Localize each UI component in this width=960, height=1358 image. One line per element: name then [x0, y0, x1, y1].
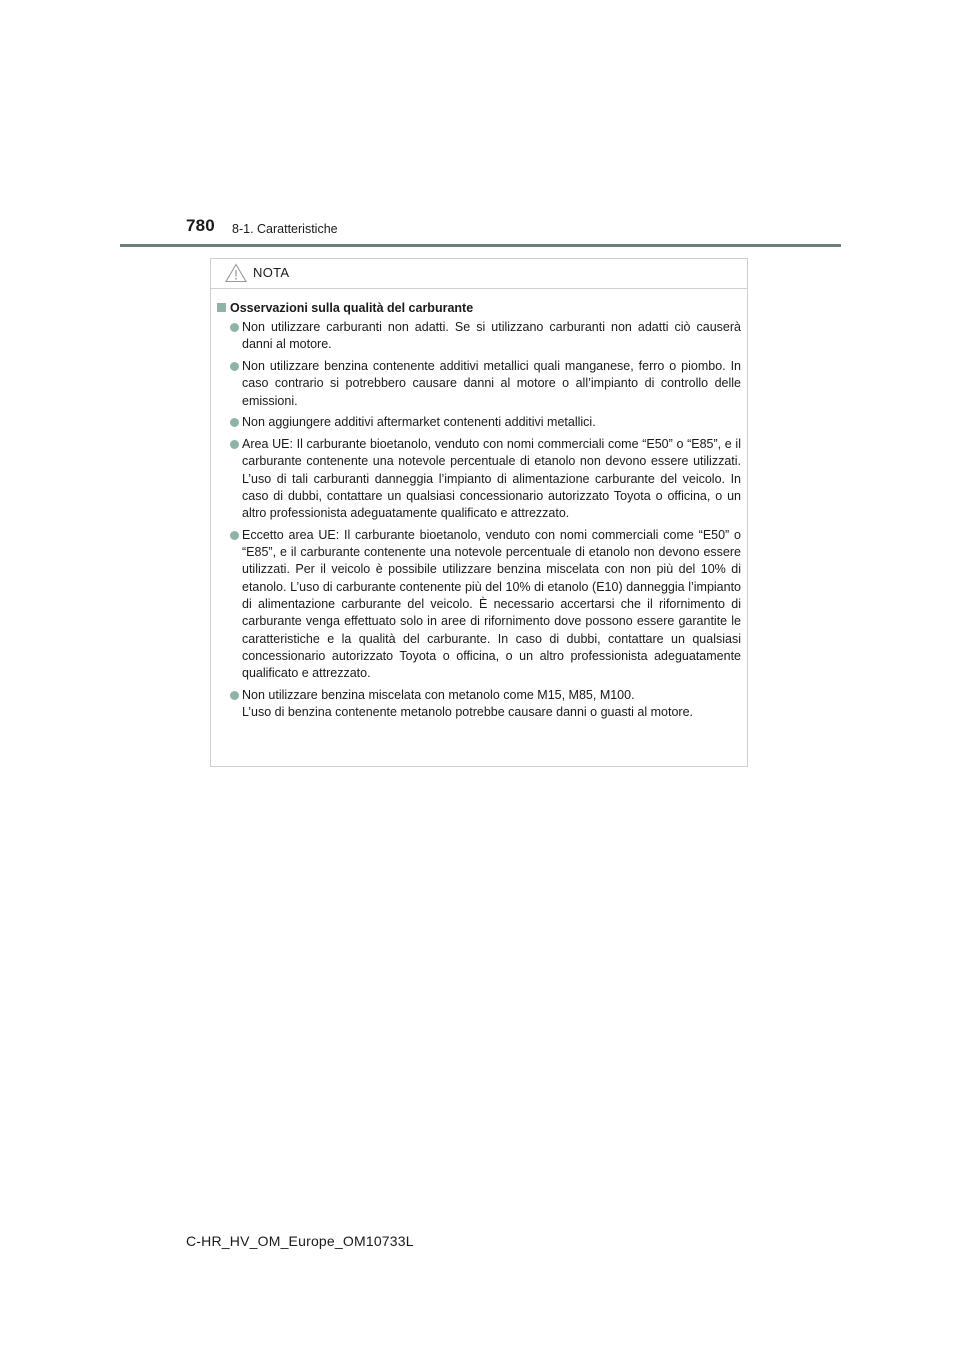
round-bullet-icon [230, 440, 239, 449]
list-item [217, 414, 741, 431]
list-item [217, 436, 741, 522]
list-item [217, 527, 741, 683]
list-item [217, 319, 741, 354]
list-item-text: Eccetto area UE: Il carburante bioetanolo, venduto con nomi commerciali come “E50” o “E85”, e il carburante contenente una notevole percentuale di etanolo non devono essere utilizzati. Per il veicolo è possibile utilizzare benzina miscelata con non più del 10% di etanolo. L’uso di carburante contenente più del 10% di etanolo (E10) danneggia l’impianto di alimentazione carburante del veicolo. È necessario accertarsi che il rifornimento di carburante venga effettuato solo in aree di rifornimento dove possono essere garantite le caratteristiche e la qualità del carburante. In caso di dubbi, contattare un qualsiasi concessionario autorizzato Toyota o officina, o un altro professionista adeguatamente qualificato e attrezzato. [242, 527, 741, 681]
square-bullet-icon [217, 303, 226, 312]
note-header [211, 259, 747, 289]
list-item-text: Area UE: Il carburante bioetanolo, venduto con nomi commerciali come “E50” o “E85”, e il carburante contenente una notevole percentuale di etanolo non devono essere utilizzati. L’uso di tali carburanti danneggia l’impianto di alimentazione carburante del veicolo. In caso di dubbi, contattare un qualsiasi concessionario autorizzato Toyota o officina, o un altro professionista adeguatamente qualificato e attrezzato. [242, 436, 741, 521]
note-box [210, 258, 748, 767]
topic-title: Osservazioni sulla qualità del carburante [230, 301, 474, 315]
list-item [217, 687, 741, 722]
footer-doc-id: C-HR_HV_OM_Europe_OM10733L [186, 1233, 414, 1249]
list-item-text: Non utilizzare carburanti non adatti. Se si utilizzano carburanti non adatti ciò causerà danni al motore. [242, 320, 741, 352]
header-rule [120, 244, 841, 247]
list-item-text [242, 687, 741, 722]
list-item-text: Non aggiungere additivi aftermarket contenenti additivi metallici. [242, 415, 596, 430]
list-item-text: Non utilizzare benzina contenente additivi metallici quali manganese, ferro o piombo. In caso contrario si potrebbero causare danni al motore o all’impianto di controllo delle emissioni. [242, 358, 741, 408]
note-label: NOTA [253, 265, 290, 280]
round-bullet-icon [230, 362, 239, 371]
section-title: 8-1. Caratteristiche [232, 222, 338, 236]
bullet-list [217, 319, 741, 721]
round-bullet-icon [230, 691, 239, 700]
page-number: 780 [186, 216, 215, 235]
round-bullet-icon [230, 418, 239, 427]
topic-heading [217, 301, 741, 315]
list-item-line: Non utilizzare benzina miscelata con metanolo come M15, M85, M100. [242, 687, 635, 702]
list-item-line: L’uso di benzina contenente metanolo potrebbe causare danni o guasti al motore. [242, 705, 694, 720]
warning-triangle-icon [225, 263, 247, 283]
round-bullet-icon [230, 531, 239, 540]
note-body [211, 289, 747, 721]
round-bullet-icon [230, 323, 239, 332]
list-item [217, 358, 741, 410]
